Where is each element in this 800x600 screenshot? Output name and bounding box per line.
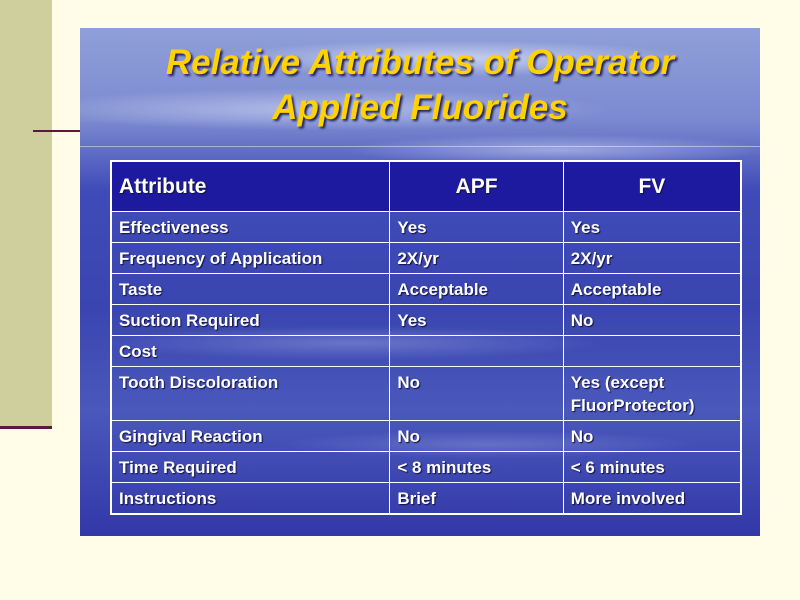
cell-apf: Acceptable — [390, 274, 563, 305]
slide-title — [80, 40, 760, 130]
cell-fv: Yes — [563, 212, 741, 243]
cell-fv — [563, 336, 741, 367]
attributes-table-wrap — [110, 160, 742, 515]
decor-rule-bottom — [0, 426, 52, 429]
cell-attribute: Time Required — [111, 452, 390, 483]
slide-title-line-1: Relative Attributes of Operator — [165, 43, 675, 82]
cell-attribute: Instructions — [111, 483, 390, 515]
title-divider — [80, 146, 760, 147]
side-decor-bar — [0, 0, 52, 428]
table-row — [111, 452, 741, 483]
cell-apf: No — [390, 421, 563, 452]
cell-fv: < 6 minutes — [563, 452, 741, 483]
cell-attribute: Gingival Reaction — [111, 421, 390, 452]
table-row — [111, 421, 741, 452]
table-row — [111, 483, 741, 515]
table-header-row — [111, 161, 741, 212]
slide-title-line-2: Applied Fluorides — [272, 88, 568, 127]
cell-apf: Yes — [390, 212, 563, 243]
cell-apf: 2X/yr — [390, 243, 563, 274]
header-fv: FV — [563, 161, 741, 212]
table-row — [111, 243, 741, 274]
header-apf: APF — [390, 161, 563, 212]
table-row — [111, 367, 741, 421]
cell-fv: Yes (except FluorProtector) — [563, 367, 741, 421]
header-attribute: Attribute — [111, 161, 390, 212]
cell-attribute: Suction Required — [111, 305, 390, 336]
cell-attribute: Frequency of Application — [111, 243, 390, 274]
cell-attribute: Effectiveness — [111, 212, 390, 243]
table-row — [111, 274, 741, 305]
cell-fv: More involved — [563, 483, 741, 515]
attributes-table — [110, 160, 742, 515]
cell-fv: No — [563, 421, 741, 452]
cell-fv: Acceptable — [563, 274, 741, 305]
cell-attribute: Taste — [111, 274, 390, 305]
cell-apf: < 8 minutes — [390, 452, 563, 483]
cell-apf: Brief — [390, 483, 563, 515]
table-row — [111, 336, 741, 367]
table-row — [111, 212, 741, 243]
cell-attribute: Tooth Discoloration — [111, 367, 390, 421]
cell-attribute: Cost — [111, 336, 390, 367]
cell-apf — [390, 336, 563, 367]
slide-panel — [80, 28, 760, 536]
cell-fv: No — [563, 305, 741, 336]
cell-fv: 2X/yr — [563, 243, 741, 274]
cell-apf: Yes — [390, 305, 563, 336]
table-row — [111, 305, 741, 336]
decor-rule-top — [33, 130, 81, 132]
cell-apf: No — [390, 367, 563, 421]
